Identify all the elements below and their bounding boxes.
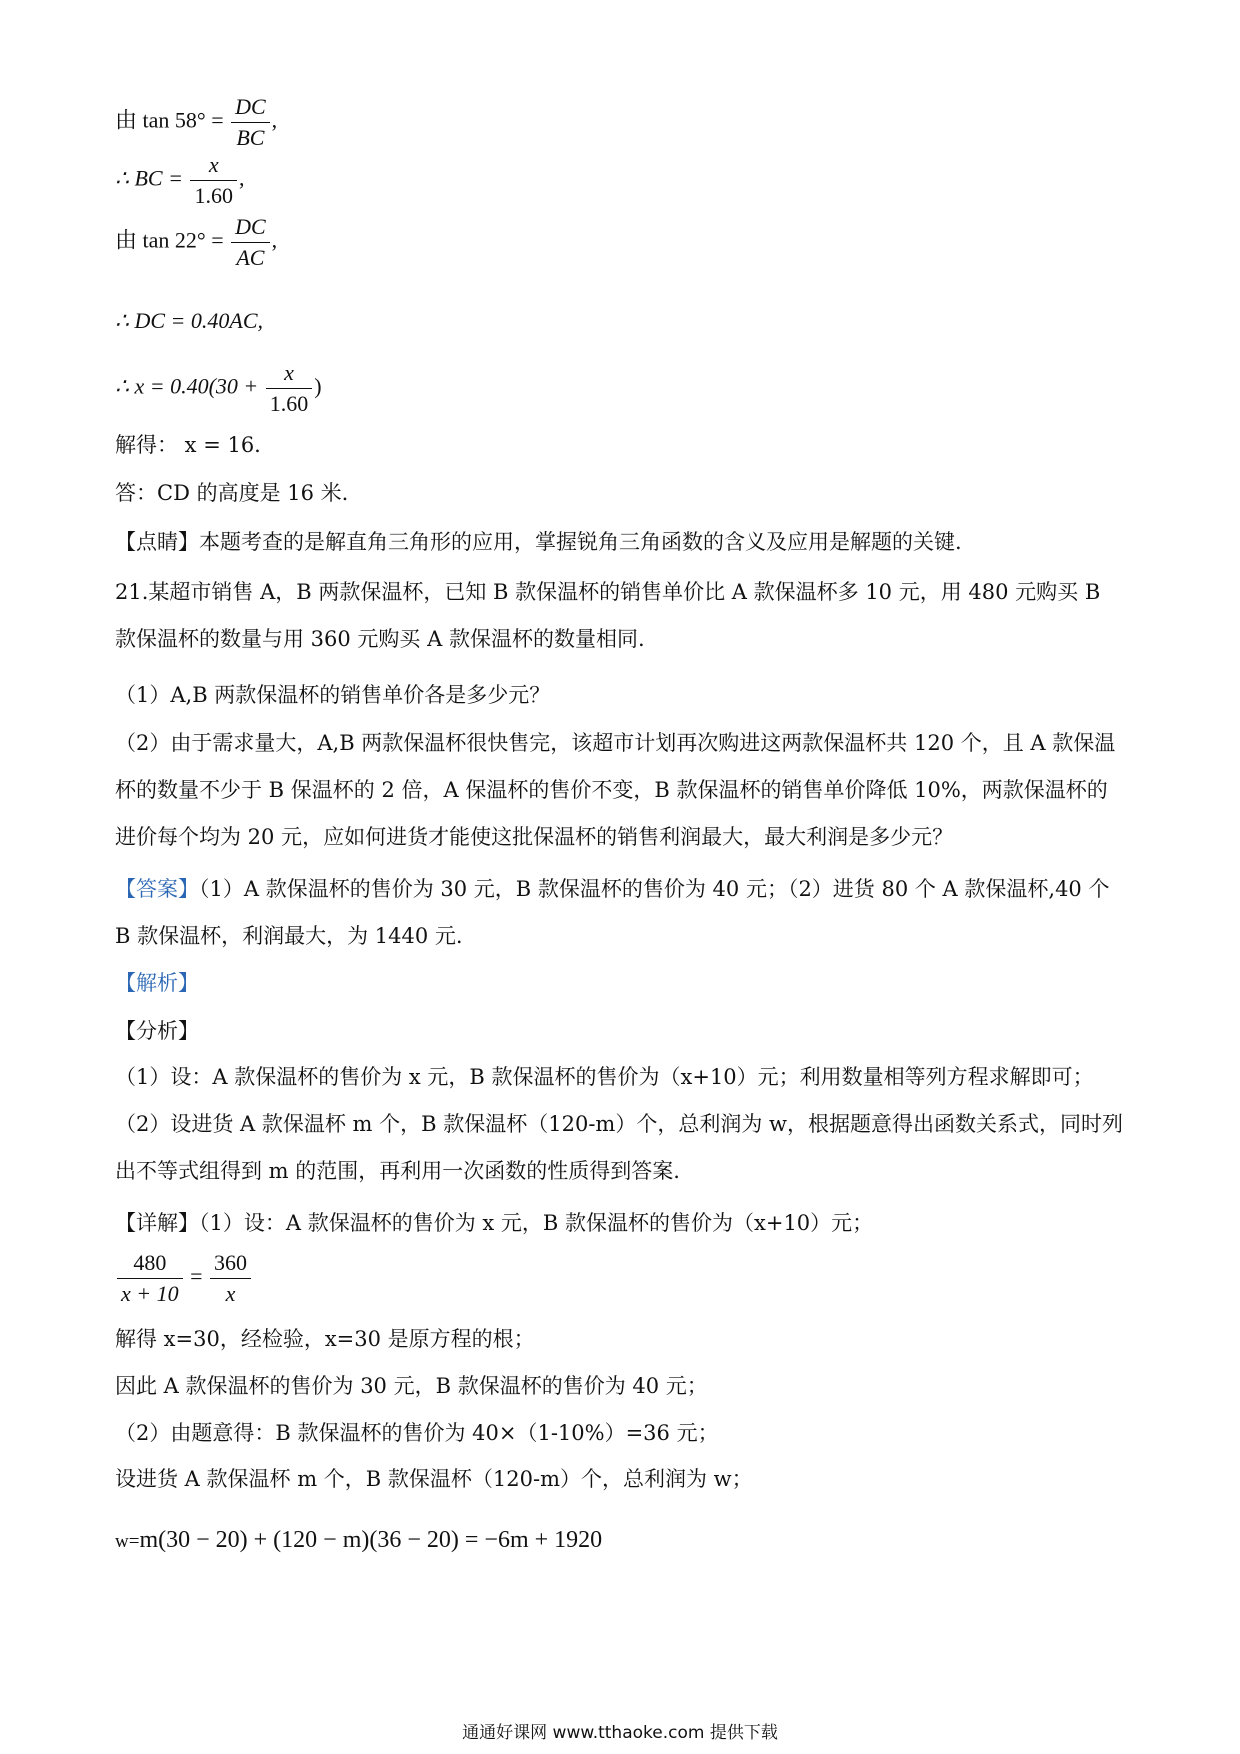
equation-bc: ∴ BC = $\frac{x}{1.60}$ ,: [115, 150, 244, 211]
profit-function: w=m(30 − 20) + (120 − m)(36 − 20) = −6m + 1920: [115, 1527, 603, 1553]
analysis-tag: 【解析】: [115, 971, 199, 995]
fenxi-text: （1）设：A 款保温杯的售价为 x 元，B 款保温杯的售价为（x+10）元；利用数量相等列方程求解即可；（2）设进货 A 款保温杯 m 个，B 款保温杯（120-m）个，总利润为 w，根据题意得出函数关系式，同时列出不等式组得到 m 的范围，再利用一次函数的性质得到答案.: [115, 1065, 1123, 1183]
fraction-equation: $\frac{480}{x + 10}$ = $\frac{360}{x}$: [115, 1248, 253, 1309]
question-21-part1: （1）A,B 两款保温杯的销售单价各是多少元？: [115, 683, 551, 707]
answer-statement: 答：CD 的高度是 16 米.: [115, 481, 349, 505]
fraction-dc-bc: $\frac{DC}{BC}$: [231, 92, 270, 153]
fraction-360: $\frac{360}{x}$: [210, 1248, 251, 1309]
set-line: 设进货 A 款保温杯 m 个，B 款保温杯（120-m）个，总利润为 w；: [115, 1467, 753, 1491]
answer-tag: 【答案】: [115, 877, 199, 901]
question-21-part2: （2）由于需求量大，A,B 两款保温杯很快售完，该超市计划再次购进这两款保温杯共 120 个，且 A 款保温杯的数量不少于 B 保温杯的 2 倍，A 保温杯的售价不变，B 款保温杯的销售单价降低 10%，两款保温杯的进价每个均为 20 元，应如何进货才能使这批保温杯的销售利润最大，最大利润是多少元？: [115, 731, 1116, 849]
fraction-x-160: $\frac{x}{1.60}$: [190, 150, 237, 211]
equation-tan58: 由 tan 58° = $\frac{DC}{BC}$ ,: [115, 92, 277, 153]
question-21-stem: 21.某超市销售 A，B 两款保温杯，已知 B 款保温杯的销售单价比 A 款保温杯多 10 元，用 480 元购买 B 款保温杯的数量与用 360 元购买 A 款保温杯的数量相同.: [115, 580, 1101, 651]
answer-block: 【答案】（1）A 款保温杯的售价为 30 元，B 款保温杯的售价为 40 元；（2）进货 80 个 A 款保温杯,40 个 B 款保温杯，利润最大，为 1440 元.: [115, 877, 1110, 948]
fraction-x-160-b: $\frac{x}{1.60}$: [266, 358, 313, 419]
detail-line: 【详解】（1）设：A 款保温杯的售价为 x 元，B 款保温杯的售价为（x+10）元；: [115, 1211, 874, 1235]
solve-result: 解得： x = 16.: [115, 433, 261, 457]
equation-tan22: 由 tan 22° = $\frac{DC}{AC}$ ,: [115, 212, 277, 273]
fenxi-tag: 【分析】: [115, 1019, 199, 1043]
fraction-dc-ac: $\frac{DC}{AC}$: [231, 212, 270, 273]
footer-watermark-text: 通通好课网 www.tthaoke.com 提供下载: [462, 1723, 778, 1743]
equation-dc: ∴ DC = 0.40AC,: [115, 308, 264, 333]
solve-line: 解得 x=30，经检验，x=30 是原方程的根；: [115, 1327, 535, 1351]
equation-x: ∴ x = 0.40(30 + $\frac{x}{1.60}$ ): [115, 358, 322, 419]
therefore-line: 因此 A 款保温杯的售价为 30 元，B 款保温杯的售价为 40 元；: [115, 1374, 708, 1398]
fraction-480: $\frac{480}{x + 10}$: [117, 1248, 183, 1309]
part2-line: （2）由题意得：B 款保温杯的售价为 40×（1-10%）=36 元；: [115, 1421, 719, 1445]
comment-note: 【点睛】本题考查的是解直角三角形的应用，掌握锐角三角函数的含义及应用是解题的关键.: [115, 530, 962, 554]
